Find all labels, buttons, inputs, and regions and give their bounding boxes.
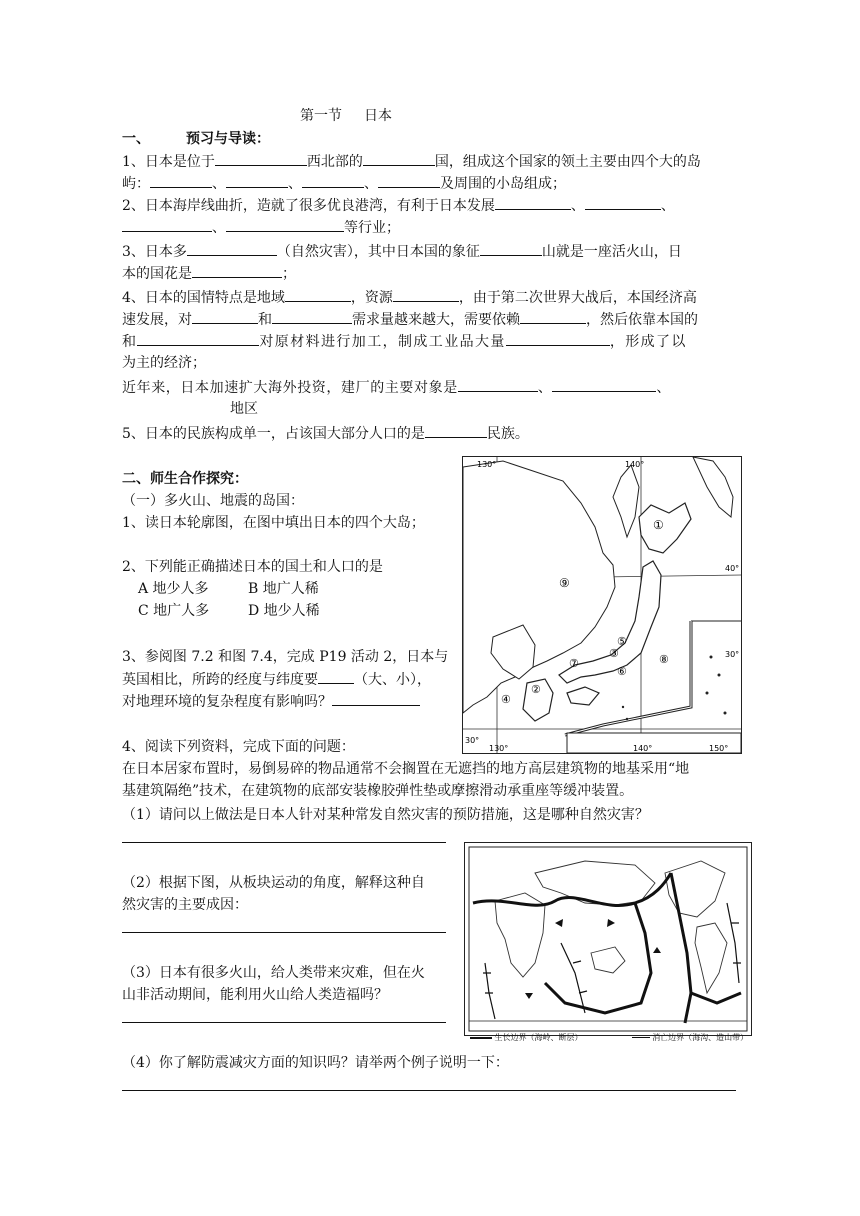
region-marker: ③ — [609, 647, 619, 660]
s1-q3-line1: 3、日本多 （自然灾害），其中日本国的象征 山就是一座活火山，日 — [122, 240, 682, 263]
option-b: B 地广人稀 — [248, 581, 319, 597]
answer-line — [122, 932, 446, 933]
section2-heading: 二、师生合作探究： — [122, 471, 248, 487]
s1-q2-line2: 、 等行业； — [122, 216, 400, 239]
answer-line — [122, 1022, 446, 1023]
japan-outline-map — [462, 456, 742, 754]
s2-q2: 2、下列能正确描述日本的国土和人口的是 — [122, 559, 383, 575]
region-marker: ② — [531, 683, 541, 696]
s1-q1-line1: 1、日本是位于 西北部的 国，组成这个国家的领土主要由四个大的岛 — [122, 150, 701, 173]
lon-label: 130° — [477, 460, 497, 469]
s2-q3-line3: 对地理环境的复杂程度有影响吗？ — [122, 690, 420, 713]
region-marker: ④ — [501, 693, 511, 706]
s1-q4-line3: 和 对原材料进行加工，制成工业品大量 ，形成了以 — [122, 330, 687, 353]
blank — [363, 150, 435, 166]
page-title: 第一节 日本 — [300, 108, 392, 124]
s2-p2-line1: （2）根据下图，从板块运动的角度，解释这种自 — [122, 875, 425, 891]
lon-label: 130° — [489, 744, 509, 753]
s2-q1: 1、读日本轮廓图，在图中填出日本的四个大岛； — [122, 515, 425, 531]
legend-converge-symbol — [632, 1037, 650, 1038]
s2-q4-text1: 在日本居家布置时，易倒易碎的物品通常不会搁置在无遮挡的地方高层建筑物的地基采用“地 — [122, 761, 690, 777]
legend-growth: 生长边界（海岭、断层） — [494, 1033, 583, 1042]
lat-label: 30° — [725, 650, 740, 659]
s2-q4-text2: 基建筑隔绝”技术，在建筑物的底部安装橡胶弹性垫或摩擦滑动承重座等缓冲装置。 — [122, 783, 634, 799]
s2-sub1: （一）多火山、地震的岛国： — [122, 493, 304, 509]
plate-map-svg — [465, 843, 751, 1035]
s1-q4-line1: 4、日本的国情特点是地域 ，资源 ，由于第二次世界大战后，本国经济高 — [122, 286, 697, 309]
answer-line — [122, 842, 446, 843]
s1-q4b-line2: 地区 — [230, 401, 258, 417]
s2-q3-line2: 英国相比，所跨的经度与纬度要 （大、小）， — [122, 668, 431, 691]
plate-boundary-map — [464, 842, 752, 1036]
option-c: C 地广人多 — [138, 603, 210, 619]
region-marker: ⑤ — [617, 635, 627, 648]
blank — [215, 150, 307, 166]
s1-q3-line2: 本的国花是 ； — [122, 262, 296, 285]
region-marker: ① — [653, 518, 664, 532]
region-marker: ⑨ — [559, 576, 570, 590]
plate-legend — [470, 1032, 748, 1044]
japan-map-svg — [463, 457, 741, 753]
lon-label: 140° — [625, 460, 645, 469]
s2-q3-line1: 3、参阅图 7.2 和图 7.4，完成 P19 活动 2，日本与 — [122, 649, 449, 665]
lon-label: 150° — [709, 744, 729, 753]
s1-q4-line4: 为主的经济； — [122, 355, 206, 371]
section1-heading: 一、 预习与导读： — [122, 131, 270, 147]
s2-q4: 4、阅读下列资料，完成下面的问题： — [122, 739, 355, 755]
option-d: D 地少人稀 — [248, 603, 320, 619]
region-marker: ⑧ — [659, 653, 669, 666]
legend-converge: 消亡边界（海沟、造山带） — [652, 1033, 749, 1042]
region-marker: ⑦ — [569, 657, 579, 670]
s2-p1: （1）请问以上做法是日本人针对某种常发自然灾害的预防措施，这是哪种自然灾害？ — [122, 807, 649, 823]
s1-q5: 5、日本的民族构成单一，占该国大部分人口的是 民族。 — [122, 422, 529, 445]
legend-growth-symbol — [470, 1037, 492, 1039]
lat-label: 30° — [465, 736, 480, 745]
s1-q2-line1: 2、日本海岸线曲折，造就了很多优良港湾，有利于日本发展 、 、 — [122, 194, 675, 217]
s2-p4: （4）你了解防震减灾方面的知识吗？请举两个例子说明一下： — [122, 1055, 509, 1071]
lon-label: 140° — [633, 744, 653, 753]
option-a: A 地少人多 — [138, 581, 209, 597]
s2-p3-line2: 山非活动期间，能利用火山给人类造福吗？ — [122, 987, 388, 1003]
s1-q4-line2: 速发展，对 和 需求量越来越大，需要依赖 ，然后依靠本国的 — [122, 308, 698, 331]
lat-label: 40° — [725, 564, 740, 573]
s2-p3-line1: （3）日本有很多火山，给人类带来灾难，但在火 — [122, 965, 425, 981]
s1-q4b-line1: 近年来，日本加速扩大海外投资，建厂的主要对象是 、 、 — [122, 376, 671, 399]
region-marker: ⑥ — [617, 665, 627, 678]
s1-q1-line2: 屿： 、 、 、 及周围的小岛组成； — [122, 172, 566, 195]
answer-line — [122, 1090, 736, 1091]
s2-p2-line2: 然灾害的主要成因： — [122, 897, 248, 913]
